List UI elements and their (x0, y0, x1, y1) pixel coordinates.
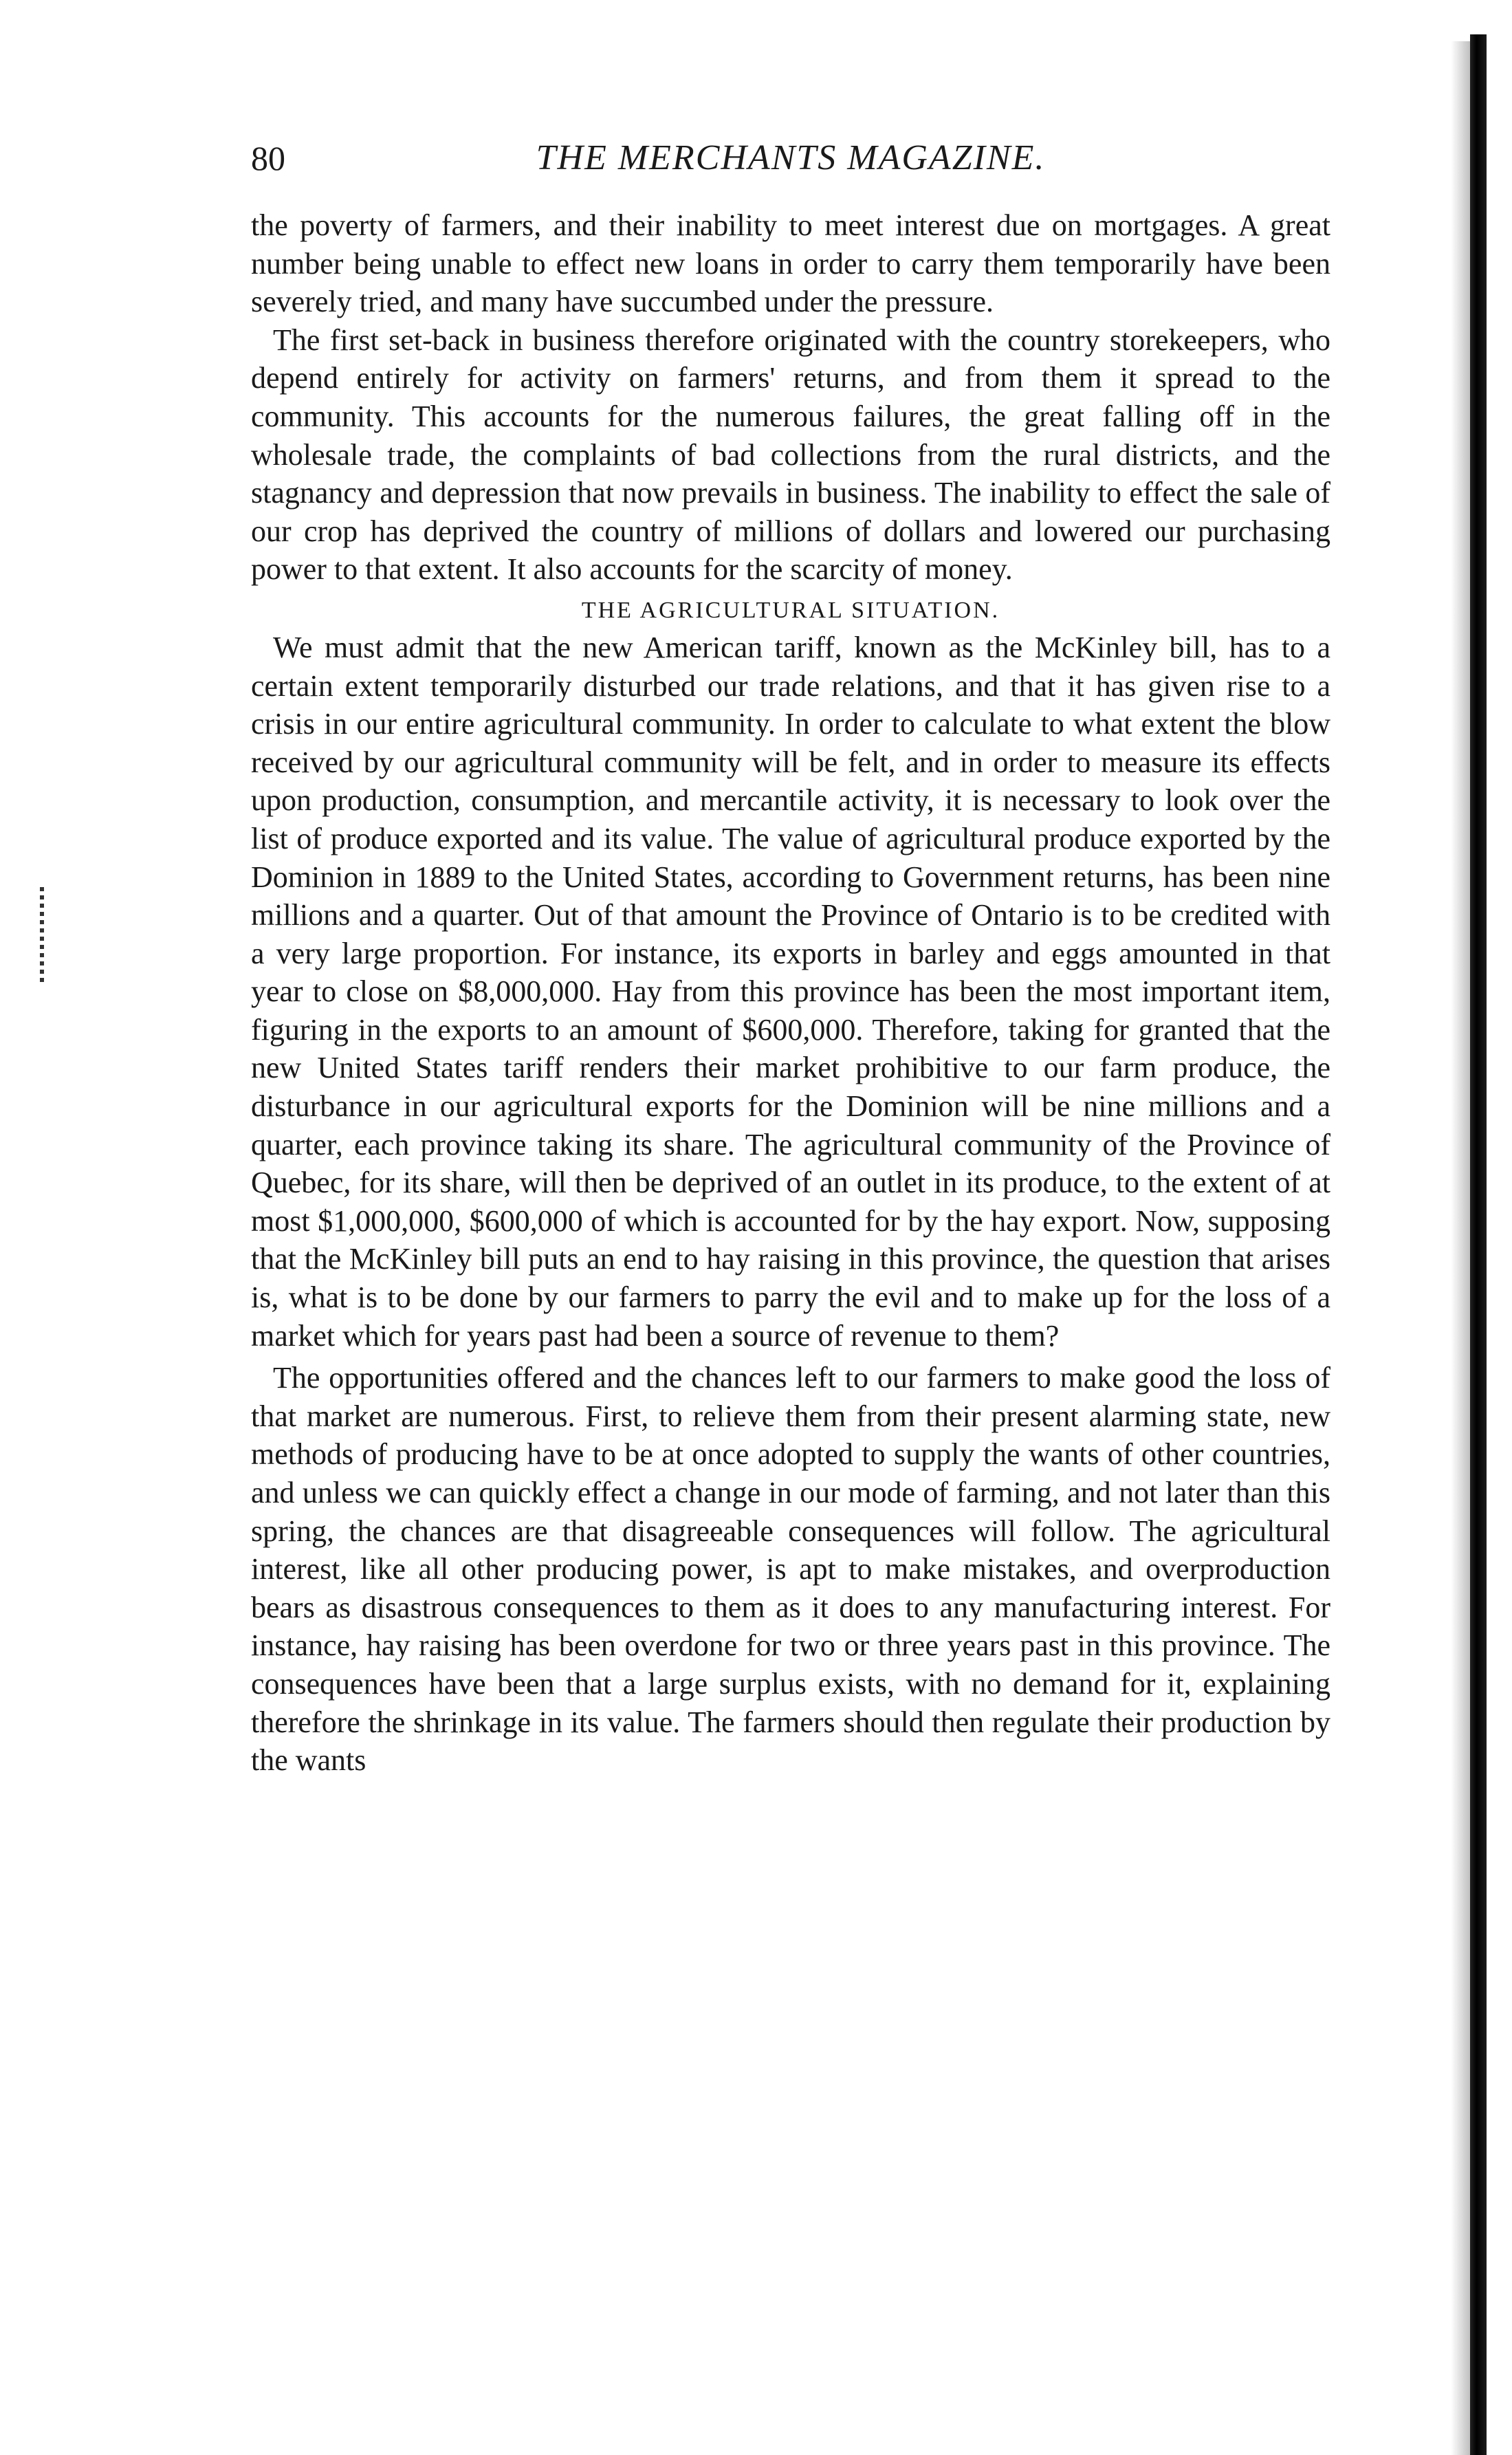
paragraph: The opportunities offered and the chances left to our farmers to make good the loss of that market are numerous. First, to relieve them from their present alarming state, new methods of producing have to be at once adopted to supply the wants of other countries, and unless we can quickly effect a change in our mode of farming, and not later than this spring, the chances are that disagreeable consequences will follow. The agricultural interest, like all other producing power, is apt to make mistakes, and overproduction bears as disastrous consequences to them as it does to any manufacturing interest. For instance, hay raising has been overdone for two or three years past in this province. The consequences have been that a large surplus exists, with no demand for it, explaining therefore the shrinkage in its value. The farmers should then regulate their production by the wants (251, 1361, 1330, 1778)
article-body (251, 206, 1330, 1780)
paragraph: The first set-back in business therefore originated with the country storekeepers, who depend entirely for activity on farmers' returns, and from them it spread to the community. This accounts for the numerous failures, the great falling off in the wholesale trade, the complaints of bad collections from the rural districts, and the stagnancy and depression that now prevails in business. The inability to effect the sale of our crop has deprived the country of millions of dollars and lowered our purchasing power to that extent. It also accounts for the scarcity of money. (251, 323, 1330, 587)
page-header (251, 131, 1330, 186)
scan-margin-mark (40, 887, 44, 983)
page-number: 80 (251, 139, 285, 177)
scan-edge-bar (1470, 34, 1487, 2455)
paragraph: We must admit that the new American tariff, known as the McKinley bill, has to a certain extent temporarily disturbed our trade relations, and that it has given rise to a crisis in our entire agricultural community. In order to calculate to what extent the blow received by our agricultural community will be felt, and in order to measure its effects upon production, consumption, and mercantile activity, it is necessary to look over the list of produce exported and its value. The value of agricultural produce exported by the Dominion in 1889 to the United States, according to Government returns, has been nine millions and a quarter. Out of that amount the Province of Ontario is to be credited with a very large proportion. For instance, its exports in barley and eggs amounted in that year to close on $8,000,000. Hay from this province has been the most important item, figuring in the exports to an amount of $600,000. Therefore, taking for granted that the new United States tariff renders their market prohibitive to our farm produce, the disturbance in our agricultural exports for the Dominion will be nine millions and a quarter, each province taking its share. The agricultural community of the Province of Quebec, for its share, will then be deprived of an outlet in its produce, to the extent of at most $1,000,000, $600,000 of which is accounted for by the hay export. Now, supposing that the McKinley bill puts an end to hay raising in this province, the question that arises is, what is to be done by our farmers to parry the evil and to make up for the loss of a market which for years past had been a source of revenue to them? (251, 630, 1330, 1353)
paragraph: the poverty of farmers, and their inability to meet interest due on mortgages. A great number being unable to effect new loans in order to carry them temporarily have been severely tried, and many have succumbed under the pressure. (251, 208, 1330, 319)
scan-edge-shadow (1451, 41, 1470, 2455)
running-title: THE MERCHANTS MAGAZINE. (536, 138, 1046, 177)
section-heading: THE AGRICULTURAL SITUATION. (581, 597, 1000, 623)
